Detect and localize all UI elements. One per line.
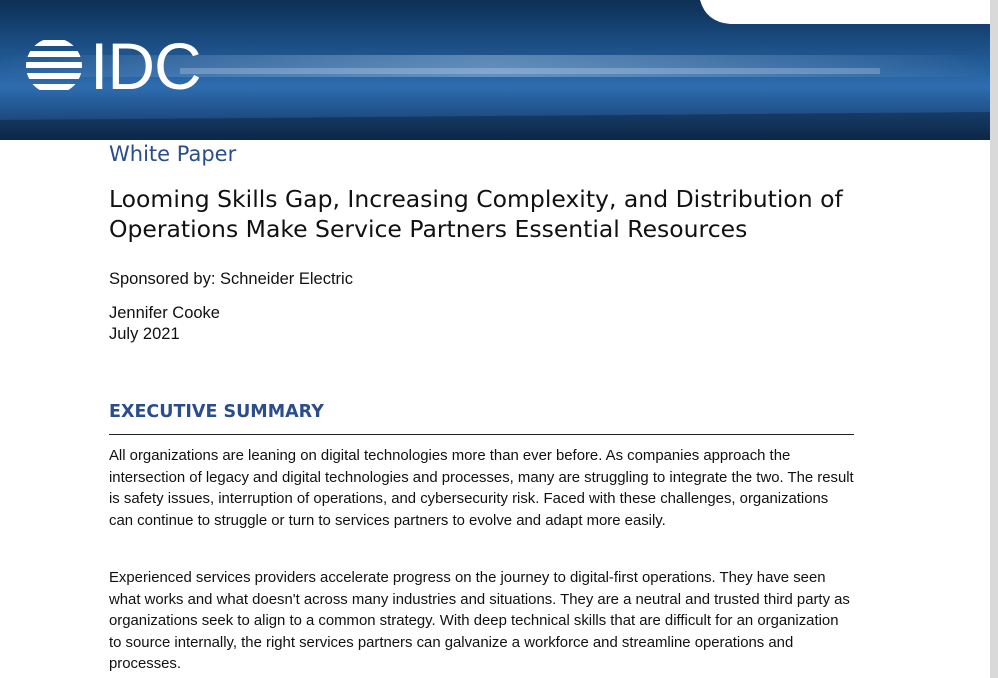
document-type: White Paper	[109, 142, 237, 166]
idc-wordmark: IDC	[90, 29, 201, 103]
section-heading-executive-summary: EXECUTIVE SUMMARY	[109, 402, 324, 422]
author-name: Jennifer Cooke	[109, 304, 220, 322]
heading-divider	[109, 434, 854, 435]
viewer-scroll-gutter[interactable]	[990, 0, 998, 678]
idc-logo	[26, 29, 208, 103]
summary-paragraph: All organizations are leaning on digital technologies more than ever before. As companies approach the intersection of legacy and digital technologies and processes, many are struggling to integrate the two. The result is safety issues, interruption of operations, and cybersecurity risk. Faced with these challenges, organizations can continue to struggle or turn to services partners to evolve and adapt more easily.	[109, 448, 854, 529]
summary-paragraph: Experienced services providers accelerate progress on the journey to digital-first operations. They have seen what works and what doesn't across many industries and situations. They are a neutral and trusted third party as organizations seek to align to a common strategy. With deep technical skills that are difficult for an organization to source internally, the right services partners can galvanize a workforce and streamline operations and processes.	[109, 570, 850, 672]
idc-stripes-logo-icon	[26, 34, 86, 98]
document-title: Looming Skills Gap, Increasing Complexity, and Distribution of Operations Make Service Partners Essential Resources	[109, 185, 843, 243]
publication-date: July 2021	[109, 325, 180, 343]
sponsor-line: Sponsored by: Schneider Electric	[109, 270, 353, 288]
header-banner	[0, 0, 990, 140]
